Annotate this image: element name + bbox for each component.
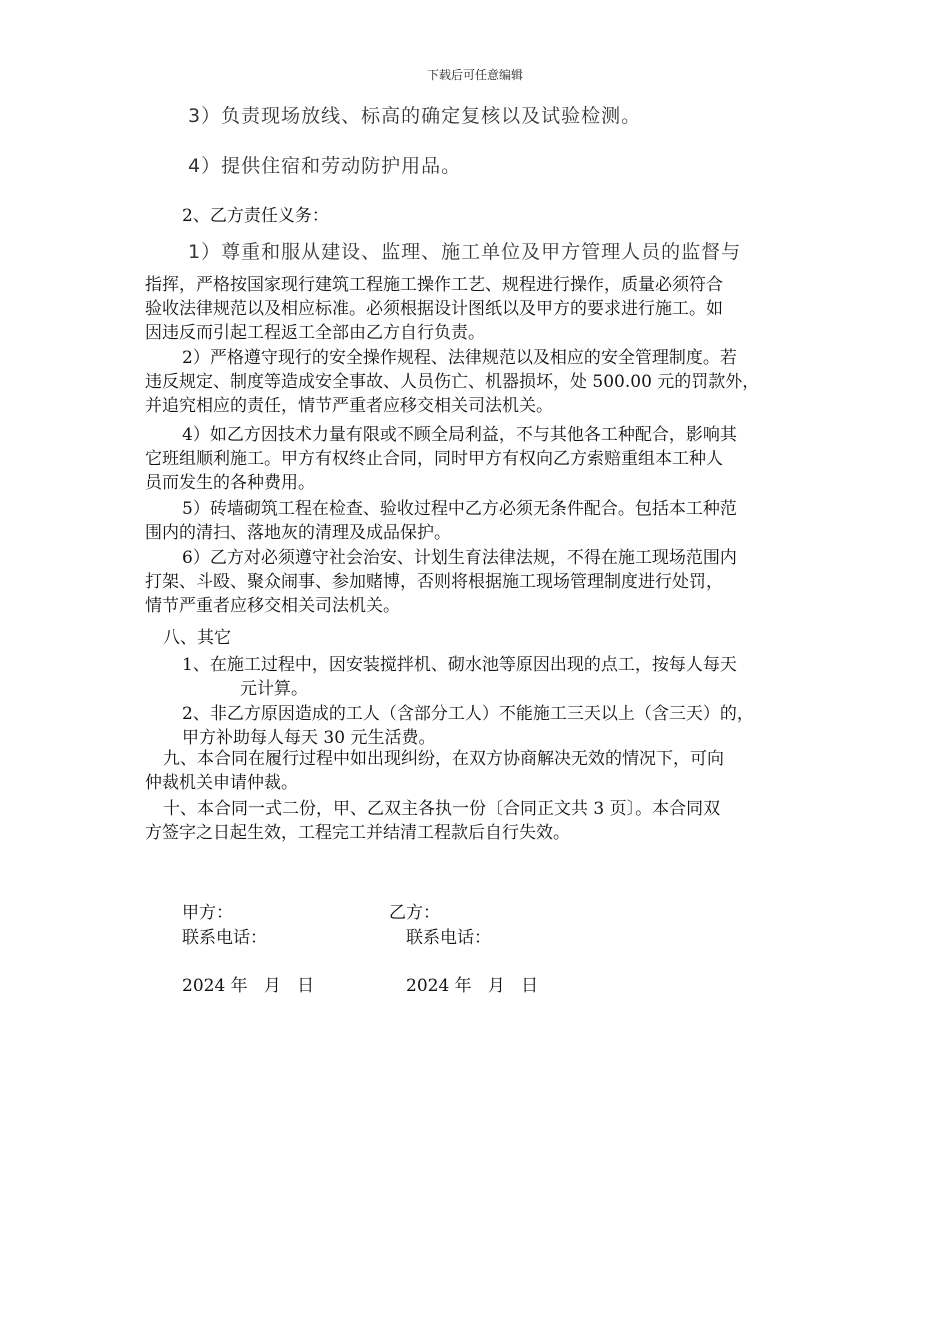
other-1-line-1: 1、在施工过程中，因安装搅拌机、砌水池等原因出现的点工，按每人每天 xyxy=(182,655,737,675)
text-line: 并追究相应的责任，情节严重者应移交相关司法机关。 xyxy=(145,396,553,416)
duty-6 xyxy=(145,546,737,618)
duty-5 xyxy=(145,497,737,545)
party-b-date: 2024 年 月 日 xyxy=(406,976,539,996)
duty-1-first-line: 1）尊重和服从建设、监理、施工单位及甲方管理人员的监督与 xyxy=(188,241,742,263)
party-b-label: 乙方： xyxy=(389,903,440,923)
text-line: 2）严格遵守现行的安全操作规程、法律规范以及相应的安全管理制度。若 xyxy=(182,348,737,368)
text-line: 指挥，严格按国家现行建筑工程施工操作工艺、规程进行操作，质量必须符合 xyxy=(145,275,723,295)
text-line: 验收法律规范以及相应标准。必须根据设计图纸以及甲方的要求进行施工。如 xyxy=(145,299,723,319)
text-line: 4）如乙方因技术力量有限或不顾全局利益，不与其他各工种配合，影响其 xyxy=(182,425,737,445)
text-line: 围内的清扫、落地灰的清理及成品保护。 xyxy=(145,523,451,543)
section-8-title: 八、其它 xyxy=(163,628,231,648)
item-3: 3）负责现场放线、标高的确定复核以及试验检测。 xyxy=(188,105,642,127)
party-b-phone-label: 联系电话： xyxy=(406,928,491,948)
party-a-label: 甲方： xyxy=(182,903,233,923)
party-a-date: 2024 年 月 日 xyxy=(182,976,315,996)
duty-4 xyxy=(145,423,737,495)
text-line: 5）砖墙砌筑工程在检查、验收过程中乙方必须无条件配合。包括本工种范 xyxy=(182,499,737,519)
section-2-title: 2、乙方责任义务： xyxy=(182,206,329,226)
other-2-line-2: 甲方补助每人每天 30 元生活费。 xyxy=(182,728,436,748)
text-line: 十、本合同一式二份，甲、乙双主各执一份〔合同正文共 3 页〕。本合同双 xyxy=(163,799,721,819)
duty-2 xyxy=(145,346,759,418)
section-9 xyxy=(145,747,724,795)
text-line: 仲裁机关申请仲裁。 xyxy=(145,773,298,793)
text-line: 因违反而引起工程返工全部由乙方自行负责。 xyxy=(145,323,485,343)
section-10 xyxy=(145,797,720,845)
item-4: 4）提供住宿和劳动防护用品。 xyxy=(188,155,462,177)
party-a-phone-label: 联系电话： xyxy=(182,928,267,948)
text-line: 违反规定、制度等造成安全事故、人员伤亡、机器损坏，处 500.00 元的罚款外， xyxy=(145,372,760,392)
text-line: 打架、斗殴、聚众闹事、参加赌博，否则将根据施工现场管理制度进行处罚， xyxy=(145,572,723,592)
other-1-line-2: 元计算。 xyxy=(240,679,308,699)
duty-1-body xyxy=(145,273,723,345)
text-line: 情节严重者应移交相关司法机关。 xyxy=(145,596,400,616)
other-2-line-1: 2、非乙方原因造成的工人（含部分工人）不能施工三天以上（含三天）的， xyxy=(182,704,754,724)
text-line: 员而发生的各种费用。 xyxy=(145,473,315,493)
text-line: 它班组顺利施工。甲方有权终止合同，同时甲方有权向乙方索赔重组本工种人 xyxy=(145,449,723,469)
text-line: 方签字之日起生效，工程完工并结清工程款后自行失效。 xyxy=(145,823,570,843)
text-line: 九、本合同在履行过程中如出现纠纷，在双方协商解决无效的情况下，可向 xyxy=(163,749,724,769)
text-line: 6）乙方对必须遵守社会治安、计划生育法律法规，不得在施工现场范围内 xyxy=(182,548,737,568)
page-header: 下载后可任意编辑 xyxy=(426,68,523,82)
